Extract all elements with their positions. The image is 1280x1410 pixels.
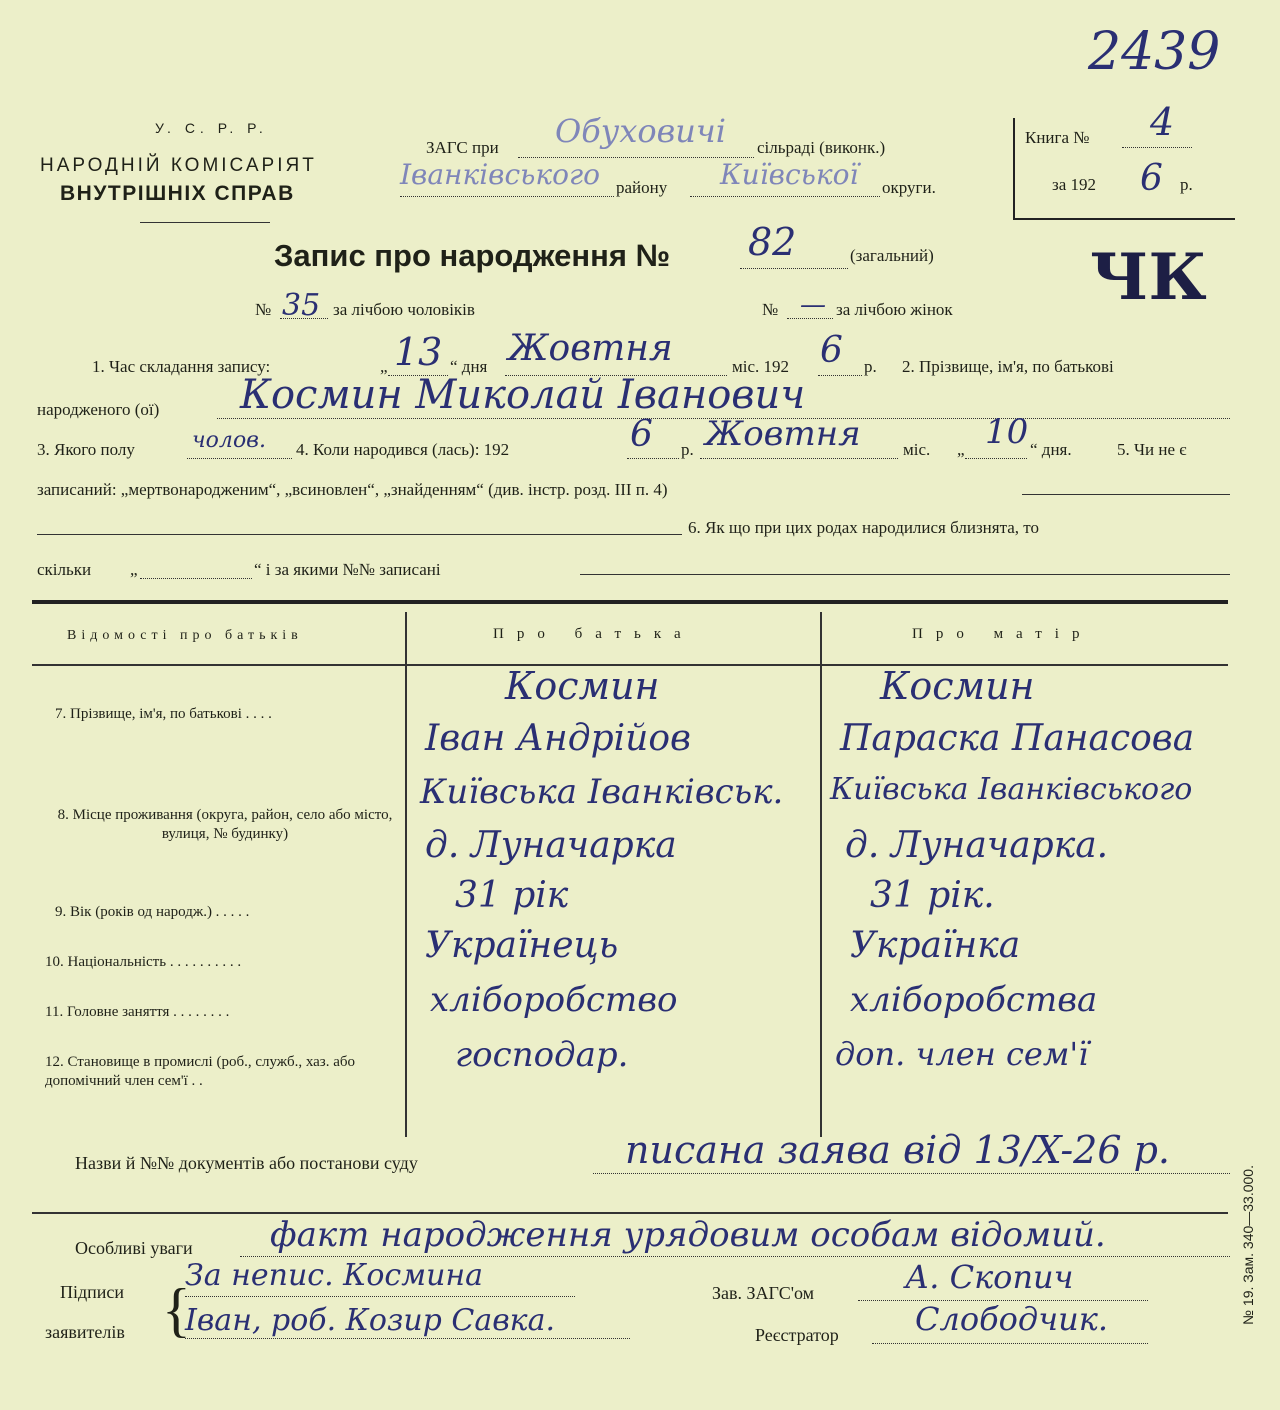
documents-rule xyxy=(32,1212,1228,1214)
village-value: Обуховичі xyxy=(555,112,727,150)
zags-label: ЗАГС при xyxy=(426,138,499,157)
table-header-info: Відомості про батьків xyxy=(67,628,303,643)
field4-year-label: р. xyxy=(681,440,694,459)
table-divider-2 xyxy=(820,612,822,1137)
field3-label: 3. Якого полу xyxy=(37,440,135,459)
field1-month-label: міс. 192 xyxy=(732,357,790,376)
field2-label: 2. Прізвище, ім'я, по батькові xyxy=(902,357,1114,376)
men-prefix: № xyxy=(255,300,272,319)
child-name-value: Космин Миколай Іванович xyxy=(240,372,806,418)
mother-age: 31 рік. xyxy=(870,875,995,916)
father-name: Іван Андрійов xyxy=(425,718,691,759)
mother-name: Параска Панасова xyxy=(840,718,1195,759)
raion-label: району xyxy=(616,178,668,197)
field4-day-line xyxy=(965,458,1027,459)
field4-day-value: 10 xyxy=(985,412,1029,452)
applicant2-line xyxy=(185,1338,630,1339)
row9-label: 9. Вік (років од народж.) . . . . . xyxy=(55,904,250,920)
stamp-initials: ЧК xyxy=(1090,240,1207,315)
field4-month-label: міс. xyxy=(903,440,931,459)
women-label: за лічбою жінок xyxy=(836,300,953,319)
father-nationality: Українець xyxy=(425,925,619,966)
field3-line xyxy=(187,458,292,459)
men-count-value: 35 xyxy=(282,288,321,323)
field6-label2b: “ і за якими №№ записані xyxy=(254,560,441,579)
women-count-value: — xyxy=(800,290,826,320)
field4-label: 4. Коли народився (лась): 192 xyxy=(296,440,510,459)
notes-line xyxy=(240,1256,1230,1257)
applicants-label2: заявителів xyxy=(45,1322,125,1342)
registrar-line xyxy=(872,1343,1148,1344)
village-council-label: сільраді (виконк.) xyxy=(757,138,886,157)
row10-label: 10. Національність . . . . . . . . . . xyxy=(45,954,242,970)
record-title: Запис про народження № xyxy=(274,238,671,273)
field5-label: 5. Чи не є xyxy=(1117,440,1187,459)
registrar-label: Реєстратор xyxy=(755,1325,839,1345)
father-surname: Космин xyxy=(505,664,660,708)
field1-label: 1. Час складання запису: xyxy=(92,357,271,376)
sex-value: чолов. xyxy=(192,428,266,453)
mother-nationality: Українка xyxy=(850,925,1021,966)
book-label: Книга № xyxy=(1025,128,1090,147)
okruha-value: Київської xyxy=(720,158,859,191)
father-residence-region: Київська Іванківськ. xyxy=(420,772,784,812)
mother-residence-region: Київська Іванківського xyxy=(830,772,1193,807)
mother-surname: Космин xyxy=(880,664,1035,708)
field6-quote-open: „ xyxy=(130,560,138,579)
table-header-mother: Про матір xyxy=(912,626,1093,642)
applicants-brace: { xyxy=(162,1277,191,1343)
field1-year-value: 6 xyxy=(820,330,843,371)
year-label: за 192 xyxy=(1052,175,1097,194)
okruha-label: округи. xyxy=(882,178,936,197)
men-label: за лічбою чоловіків xyxy=(333,300,475,319)
father-status: господар. xyxy=(455,1035,629,1075)
field5-label2: записаний: „мертвонародженим“, „всиновлен“, „знайденням“ (див. інстр. розд. III п. 4) xyxy=(37,480,668,499)
field4-month-value: Жовтня xyxy=(705,414,861,454)
documents-label: Назви й №№ документів або постанови суду xyxy=(75,1153,418,1173)
row7-label: 7. Прізвище, ім'я, по батькові . . . . xyxy=(55,706,272,722)
commissariat-line1: НАРОДНІЙ КОМІСАРІЯТ xyxy=(40,155,317,176)
side-print: № 19. Зам. 340—33.000. xyxy=(1240,1165,1256,1325)
father-occupation: хліборобство xyxy=(430,980,678,1020)
field4-quote-open: „ xyxy=(957,440,965,459)
field1-quote-open: „ xyxy=(380,357,388,376)
mother-residence-village: д. Луначарка. xyxy=(845,825,1109,866)
title-number-line xyxy=(740,268,848,269)
documents-value: писана заява від 13/X-26 р. xyxy=(625,1128,1171,1172)
field1-month-value: Жовтня xyxy=(508,328,673,369)
field4-day-label: “ дня. xyxy=(1030,440,1072,459)
table-divider-1 xyxy=(405,612,407,1137)
mother-occupation: хліборобства xyxy=(850,980,1098,1020)
table-header-father: Про батька xyxy=(493,626,694,642)
registrar-signature: Слободчик. xyxy=(915,1300,1108,1338)
book-line xyxy=(1122,147,1192,148)
field6-label: 6. Як що при цих родах народилися близнята, то xyxy=(688,518,1039,537)
field4-year-line xyxy=(627,458,679,459)
field6-numbers-line xyxy=(580,574,1230,575)
okruha-line xyxy=(690,196,880,197)
row8-label: 8. Місце проживання (округа, район, село або місто, вулиця, № будинку) xyxy=(57,807,393,842)
father-age: 31 рік xyxy=(455,875,569,916)
field1-day-value: 13 xyxy=(394,330,443,374)
row12-label: 12. Становище в промислі (роб., служб., хаз. або допомічний член сем'ї . . xyxy=(45,1054,355,1089)
field6-prefix-line xyxy=(37,534,682,535)
field6-label2a: скільки xyxy=(37,560,92,579)
field1-day-label: “ дня xyxy=(450,357,488,376)
field4-month-line xyxy=(700,458,898,459)
republic: У. С. Р. Р. xyxy=(155,120,268,136)
field2-label2: народженого (ої) xyxy=(37,400,160,419)
mother-status: доп. член сем'ї xyxy=(835,1035,1089,1073)
applicants-label1: Підписи xyxy=(60,1282,125,1302)
field4-year-value: 6 xyxy=(630,414,653,455)
raion-line xyxy=(400,196,614,197)
notes-value: факт народження урядовим особам відомий. xyxy=(270,1215,1106,1255)
applicant1-signature: За непис. Космина xyxy=(185,1258,484,1293)
field5-line xyxy=(1022,494,1230,495)
women-prefix: № xyxy=(762,300,779,319)
field1-year-label: р. xyxy=(864,357,877,376)
table-top-rule xyxy=(32,600,1228,604)
book-year-value: 6 xyxy=(1140,158,1163,199)
notes-label: Особливі уваги xyxy=(75,1238,193,1258)
header-rule xyxy=(140,222,270,223)
raion-value: Іванківського xyxy=(400,158,600,191)
head-label: Зав. ЗАГС'ом xyxy=(712,1283,814,1303)
applicant2-signature: Іван, роб. Козир Савка. xyxy=(185,1303,556,1338)
record-number: 82 xyxy=(748,220,797,264)
row11-label: 11. Головне заняття . . . . . . . . xyxy=(45,1004,230,1020)
documents-line xyxy=(593,1173,1230,1174)
record-general: (загальний) xyxy=(850,246,934,265)
archive-number: 2439 xyxy=(1088,22,1221,82)
field1-year-line xyxy=(818,375,862,376)
head-signature: А. Скопич xyxy=(905,1258,1074,1296)
applicant1-line xyxy=(185,1296,575,1297)
year-suffix: р. xyxy=(1180,175,1193,194)
book-value: 4 xyxy=(1150,100,1175,144)
field6-count-line xyxy=(140,578,252,579)
father-residence-village: д. Луначарка xyxy=(425,825,677,866)
commissariat-line2: ВНУТРІШНІХ СПРАВ xyxy=(60,182,295,205)
